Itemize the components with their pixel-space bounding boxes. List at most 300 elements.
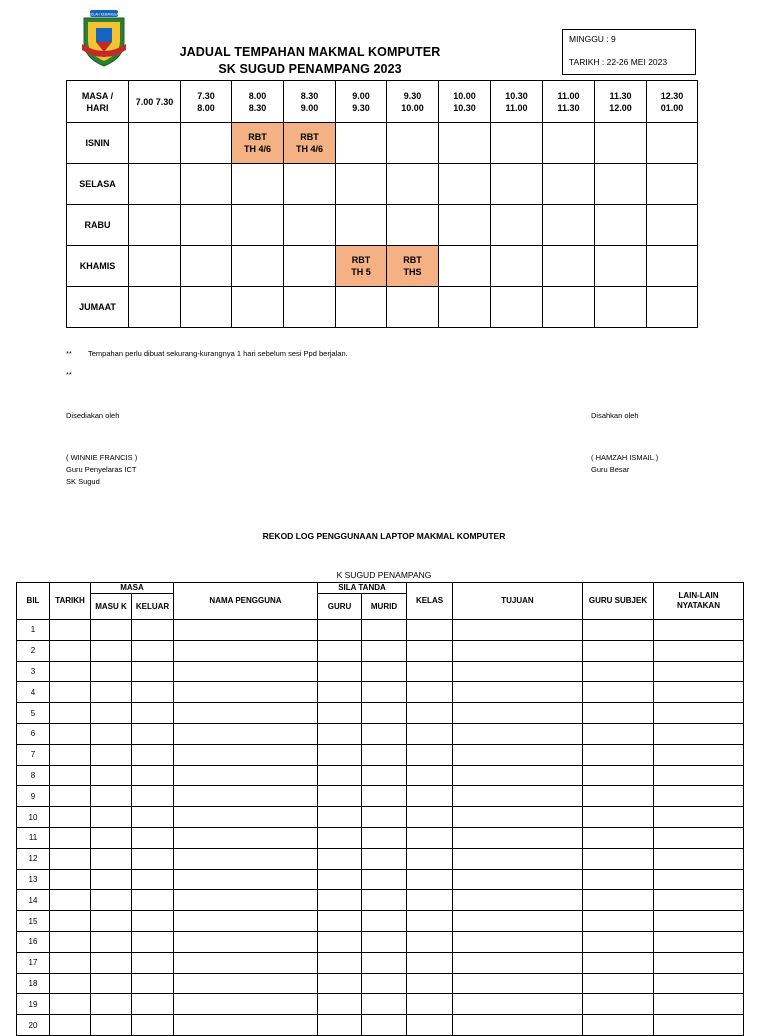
log-cell[interactable] bbox=[91, 869, 132, 890]
log-cell[interactable] bbox=[453, 620, 583, 641]
log-cell[interactable] bbox=[318, 869, 362, 890]
empty-slot[interactable] bbox=[439, 246, 491, 287]
log-cell[interactable] bbox=[50, 911, 91, 932]
empty-slot[interactable] bbox=[284, 287, 336, 328]
log-cell[interactable] bbox=[174, 620, 318, 641]
empty-slot[interactable] bbox=[647, 164, 698, 205]
log-cell[interactable] bbox=[132, 723, 174, 744]
empty-slot[interactable] bbox=[181, 287, 232, 328]
log-cell[interactable] bbox=[318, 744, 362, 765]
log-cell[interactable] bbox=[318, 994, 362, 1015]
empty-slot[interactable] bbox=[181, 246, 232, 287]
log-cell[interactable] bbox=[453, 807, 583, 828]
log-cell[interactable] bbox=[174, 869, 318, 890]
log-cell[interactable] bbox=[583, 661, 654, 682]
empty-note: ** bbox=[66, 370, 72, 379]
log-cell[interactable] bbox=[174, 827, 318, 848]
log-cell[interactable] bbox=[362, 807, 407, 828]
booking-schedule-table bbox=[66, 80, 698, 328]
log-cell[interactable] bbox=[132, 973, 174, 994]
log-cell[interactable] bbox=[407, 723, 453, 744]
empty-slot[interactable] bbox=[647, 246, 698, 287]
log-cell[interactable] bbox=[453, 931, 583, 952]
log-cell[interactable] bbox=[583, 640, 654, 661]
log-cell[interactable] bbox=[407, 869, 453, 890]
log-cell[interactable] bbox=[407, 931, 453, 952]
log-cell[interactable] bbox=[174, 661, 318, 682]
log-cell[interactable] bbox=[132, 661, 174, 682]
log-cell[interactable] bbox=[174, 973, 318, 994]
log-cell[interactable] bbox=[654, 723, 744, 744]
col-tujuan: TUJUAN bbox=[453, 583, 583, 620]
log-cell[interactable] bbox=[91, 848, 132, 869]
log-cell[interactable] bbox=[654, 682, 744, 703]
log-cell[interactable] bbox=[407, 973, 453, 994]
log-cell[interactable] bbox=[91, 661, 132, 682]
log-cell[interactable] bbox=[453, 890, 583, 911]
log-cell[interactable] bbox=[174, 1015, 318, 1036]
empty-slot[interactable] bbox=[543, 246, 595, 287]
log-cell[interactable] bbox=[318, 807, 362, 828]
log-cell[interactable] bbox=[583, 786, 654, 807]
log-cell[interactable] bbox=[132, 890, 174, 911]
log-cell[interactable] bbox=[583, 620, 654, 641]
empty-slot[interactable] bbox=[491, 246, 543, 287]
log-cell[interactable] bbox=[50, 973, 91, 994]
log-cell[interactable] bbox=[583, 723, 654, 744]
log-cell[interactable] bbox=[91, 640, 132, 661]
day-row-isnin bbox=[67, 123, 698, 164]
empty-slot[interactable] bbox=[181, 164, 232, 205]
log-cell[interactable] bbox=[91, 911, 132, 932]
log-cell[interactable] bbox=[407, 620, 453, 641]
empty-slot[interactable] bbox=[387, 287, 439, 328]
log-cell[interactable] bbox=[654, 890, 744, 911]
log-header-row-1 bbox=[17, 583, 744, 594]
log-cell[interactable] bbox=[132, 848, 174, 869]
log-cell[interactable] bbox=[50, 890, 91, 911]
log-cell[interactable] bbox=[362, 786, 407, 807]
log-cell[interactable] bbox=[362, 744, 407, 765]
log-row bbox=[17, 1015, 744, 1036]
log-cell[interactable] bbox=[362, 994, 407, 1015]
empty-slot[interactable] bbox=[439, 205, 491, 246]
log-cell[interactable] bbox=[583, 807, 654, 828]
empty-slot[interactable] bbox=[387, 123, 439, 164]
log-cell[interactable] bbox=[583, 911, 654, 932]
log-cell[interactable] bbox=[362, 890, 407, 911]
log-cell[interactable] bbox=[174, 723, 318, 744]
log-cell[interactable] bbox=[318, 848, 362, 869]
day-row-selasa bbox=[67, 164, 698, 205]
log-cell[interactable] bbox=[318, 703, 362, 724]
log-row bbox=[17, 620, 744, 641]
log-cell[interactable] bbox=[91, 973, 132, 994]
empty-slot[interactable] bbox=[129, 246, 181, 287]
log-cell[interactable] bbox=[318, 620, 362, 641]
log-cell[interactable] bbox=[583, 765, 654, 786]
empty-slot[interactable] bbox=[387, 205, 439, 246]
log-cell[interactable] bbox=[174, 952, 318, 973]
log-cell[interactable] bbox=[654, 703, 744, 724]
log-cell[interactable] bbox=[362, 640, 407, 661]
log-cell[interactable] bbox=[453, 869, 583, 890]
log-cell[interactable] bbox=[362, 1015, 407, 1036]
empty-slot[interactable] bbox=[129, 205, 181, 246]
log-cell[interactable] bbox=[583, 682, 654, 703]
log-cell[interactable] bbox=[453, 765, 583, 786]
log-cell[interactable] bbox=[407, 703, 453, 724]
schedule-header-row bbox=[67, 81, 698, 123]
log-cell[interactable] bbox=[91, 703, 132, 724]
log-cell[interactable] bbox=[407, 661, 453, 682]
log-cell[interactable] bbox=[132, 994, 174, 1015]
log-cell[interactable] bbox=[654, 765, 744, 786]
log-cell[interactable] bbox=[174, 703, 318, 724]
log-cell[interactable] bbox=[362, 620, 407, 641]
log-cell[interactable] bbox=[654, 869, 744, 890]
log-cell[interactable] bbox=[453, 744, 583, 765]
col-tarikh: TARIKH bbox=[50, 583, 91, 620]
empty-slot[interactable] bbox=[491, 287, 543, 328]
log-cell[interactable] bbox=[132, 807, 174, 828]
log-cell[interactable] bbox=[453, 827, 583, 848]
log-row bbox=[17, 890, 744, 911]
log-cell[interactable] bbox=[583, 744, 654, 765]
log-cell[interactable] bbox=[654, 952, 744, 973]
log-cell[interactable] bbox=[318, 765, 362, 786]
empty-slot[interactable] bbox=[439, 164, 491, 205]
log-cell[interactable] bbox=[583, 931, 654, 952]
booking-note-text: Tempahan perlu dibuat sekurang-kurangnya 1 hari sebelum sesi Ppd berjalan. bbox=[88, 349, 348, 358]
log-cell[interactable] bbox=[132, 827, 174, 848]
log-cell[interactable] bbox=[174, 786, 318, 807]
log-cell[interactable] bbox=[453, 973, 583, 994]
empty-slot[interactable] bbox=[491, 205, 543, 246]
log-cell[interactable] bbox=[50, 661, 91, 682]
log-cell[interactable] bbox=[407, 1015, 453, 1036]
col-bil: BIL bbox=[17, 583, 50, 620]
empty-slot[interactable] bbox=[232, 205, 284, 246]
log-row bbox=[17, 723, 744, 744]
empty-slot[interactable] bbox=[284, 205, 336, 246]
log-cell[interactable] bbox=[407, 911, 453, 932]
log-cell[interactable] bbox=[91, 827, 132, 848]
empty-slot[interactable] bbox=[595, 246, 647, 287]
log-cell[interactable] bbox=[50, 682, 91, 703]
log-cell[interactable] bbox=[50, 931, 91, 952]
log-cell[interactable] bbox=[453, 911, 583, 932]
log-cell[interactable] bbox=[362, 911, 407, 932]
log-row bbox=[17, 827, 744, 848]
empty-slot[interactable] bbox=[284, 164, 336, 205]
empty-slot[interactable] bbox=[181, 205, 232, 246]
empty-slot[interactable] bbox=[336, 164, 387, 205]
log-cell[interactable] bbox=[583, 1015, 654, 1036]
log-cell[interactable] bbox=[453, 1015, 583, 1036]
log-cell[interactable] bbox=[174, 744, 318, 765]
log-cell[interactable] bbox=[50, 994, 91, 1015]
approved-by-block bbox=[591, 452, 658, 476]
log-cell[interactable] bbox=[50, 723, 91, 744]
log-cell[interactable] bbox=[50, 640, 91, 661]
log-cell[interactable] bbox=[91, 890, 132, 911]
log-cell[interactable] bbox=[407, 848, 453, 869]
log-cell[interactable] bbox=[50, 827, 91, 848]
log-cell[interactable] bbox=[132, 786, 174, 807]
log-cell[interactable] bbox=[407, 807, 453, 828]
empty-slot[interactable] bbox=[647, 205, 698, 246]
log-cell[interactable] bbox=[174, 640, 318, 661]
log-cell[interactable] bbox=[132, 911, 174, 932]
empty-slot[interactable] bbox=[387, 164, 439, 205]
log-cell[interactable] bbox=[362, 703, 407, 724]
log-cell[interactable] bbox=[453, 640, 583, 661]
log-cell[interactable] bbox=[407, 827, 453, 848]
log-cell[interactable] bbox=[132, 703, 174, 724]
log-cell[interactable] bbox=[583, 703, 654, 724]
log-cell[interactable] bbox=[318, 661, 362, 682]
log-cell[interactable] bbox=[174, 765, 318, 786]
log-cell[interactable] bbox=[50, 1015, 91, 1036]
log-cell[interactable] bbox=[362, 827, 407, 848]
log-cell[interactable] bbox=[91, 1015, 132, 1036]
log-cell[interactable] bbox=[453, 682, 583, 703]
log-cell[interactable] bbox=[91, 807, 132, 828]
log-cell[interactable] bbox=[453, 952, 583, 973]
log-cell[interactable] bbox=[318, 952, 362, 973]
log-cell[interactable] bbox=[453, 723, 583, 744]
empty-slot[interactable] bbox=[129, 164, 181, 205]
log-cell[interactable] bbox=[583, 827, 654, 848]
prepared-by-name: ( WINNIE FRANCIS ) bbox=[66, 453, 138, 462]
log-cell[interactable] bbox=[132, 744, 174, 765]
log-cell[interactable] bbox=[91, 931, 132, 952]
log-cell[interactable] bbox=[50, 848, 91, 869]
log-cell[interactable] bbox=[407, 994, 453, 1015]
log-cell[interactable] bbox=[318, 827, 362, 848]
log-cell[interactable] bbox=[174, 911, 318, 932]
empty-slot[interactable] bbox=[336, 287, 387, 328]
log-cell[interactable] bbox=[91, 723, 132, 744]
log-cell[interactable] bbox=[654, 744, 744, 765]
log-cell[interactable] bbox=[174, 890, 318, 911]
empty-slot[interactable] bbox=[232, 246, 284, 287]
log-cell[interactable] bbox=[453, 994, 583, 1015]
log-cell[interactable] bbox=[654, 661, 744, 682]
col-lain-lain: LAIN-LAIN NYATAKAN bbox=[654, 583, 744, 620]
row-number: 10 bbox=[17, 807, 50, 828]
empty-slot[interactable] bbox=[336, 205, 387, 246]
empty-slot[interactable] bbox=[232, 164, 284, 205]
log-cell[interactable] bbox=[362, 931, 407, 952]
booked-slot[interactable]: RBT TH 4/6 bbox=[284, 123, 336, 164]
log-cell[interactable] bbox=[453, 703, 583, 724]
log-cell[interactable] bbox=[132, 952, 174, 973]
log-cell[interactable] bbox=[362, 869, 407, 890]
log-cell[interactable] bbox=[318, 973, 362, 994]
log-cell[interactable] bbox=[50, 744, 91, 765]
log-cell[interactable] bbox=[91, 744, 132, 765]
log-cell[interactable] bbox=[318, 890, 362, 911]
log-cell[interactable] bbox=[50, 807, 91, 828]
log-cell[interactable] bbox=[318, 682, 362, 703]
log-cell[interactable] bbox=[583, 890, 654, 911]
empty-slot[interactable] bbox=[439, 287, 491, 328]
log-cell[interactable] bbox=[50, 786, 91, 807]
log-cell[interactable] bbox=[318, 786, 362, 807]
log-cell[interactable] bbox=[362, 973, 407, 994]
row-number: 12 bbox=[17, 848, 50, 869]
empty-slot[interactable] bbox=[595, 287, 647, 328]
log-cell[interactable] bbox=[407, 744, 453, 765]
log-cell[interactable] bbox=[654, 620, 744, 641]
empty-slot[interactable] bbox=[595, 164, 647, 205]
log-cell[interactable] bbox=[91, 682, 132, 703]
empty-slot[interactable] bbox=[232, 287, 284, 328]
log-cell[interactable] bbox=[654, 973, 744, 994]
empty-slot[interactable] bbox=[647, 123, 698, 164]
time-slot-header: 10.30 11.00 bbox=[491, 81, 543, 123]
log-cell[interactable] bbox=[362, 765, 407, 786]
col-kelas: KELAS bbox=[407, 583, 453, 620]
log-row bbox=[17, 786, 744, 807]
log-cell[interactable] bbox=[453, 848, 583, 869]
log-cell[interactable] bbox=[91, 952, 132, 973]
log-cell[interactable] bbox=[583, 994, 654, 1015]
empty-slot[interactable] bbox=[491, 164, 543, 205]
log-cell[interactable] bbox=[174, 994, 318, 1015]
log-cell[interactable] bbox=[654, 1015, 744, 1036]
log-cell[interactable] bbox=[654, 931, 744, 952]
booked-slot[interactable]: RBT THS bbox=[387, 246, 439, 287]
log-cell[interactable] bbox=[174, 848, 318, 869]
log-cell[interactable] bbox=[132, 1015, 174, 1036]
log-cell[interactable] bbox=[91, 994, 132, 1015]
empty-slot[interactable] bbox=[543, 164, 595, 205]
empty-slot[interactable] bbox=[284, 246, 336, 287]
school-crest-logo bbox=[78, 8, 130, 68]
log-cell[interactable] bbox=[318, 931, 362, 952]
log-cell[interactable] bbox=[50, 703, 91, 724]
log-cell[interactable] bbox=[654, 640, 744, 661]
row-number: 4 bbox=[17, 682, 50, 703]
log-cell[interactable] bbox=[654, 827, 744, 848]
log-cell[interactable] bbox=[318, 911, 362, 932]
col-masuk: MASU K bbox=[91, 594, 132, 620]
empty-slot[interactable] bbox=[336, 123, 387, 164]
day-label: JUMAAT bbox=[67, 287, 129, 328]
log-cell[interactable] bbox=[132, 931, 174, 952]
row-number: 8 bbox=[17, 765, 50, 786]
log-row bbox=[17, 807, 744, 828]
log-cell[interactable] bbox=[654, 911, 744, 932]
log-cell[interactable] bbox=[132, 682, 174, 703]
log-cell[interactable] bbox=[174, 931, 318, 952]
log-cell[interactable] bbox=[362, 682, 407, 703]
log-cell[interactable] bbox=[583, 952, 654, 973]
time-slot-header: 8.30 9.00 bbox=[284, 81, 336, 123]
row-number: 18 bbox=[17, 973, 50, 994]
log-cell[interactable] bbox=[583, 973, 654, 994]
log-cell[interactable] bbox=[453, 786, 583, 807]
log-cell[interactable] bbox=[654, 786, 744, 807]
log-row bbox=[17, 661, 744, 682]
booking-note: ** Tempahan perlu dibuat sekurang-kurangnya 1 hari sebelum sesi Ppd berjalan. bbox=[66, 349, 348, 358]
log-cell[interactable] bbox=[362, 723, 407, 744]
empty-slot[interactable] bbox=[595, 123, 647, 164]
empty-slot[interactable] bbox=[543, 123, 595, 164]
empty-slot[interactable] bbox=[543, 205, 595, 246]
log-cell[interactable] bbox=[132, 869, 174, 890]
empty-slot[interactable] bbox=[439, 123, 491, 164]
log-cell[interactable] bbox=[50, 765, 91, 786]
log-cell[interactable] bbox=[407, 682, 453, 703]
empty-slot[interactable] bbox=[129, 123, 181, 164]
booked-slot[interactable]: RBT TH 5 bbox=[336, 246, 387, 287]
log-cell[interactable] bbox=[132, 620, 174, 641]
log-cell[interactable] bbox=[407, 786, 453, 807]
log-cell[interactable] bbox=[91, 620, 132, 641]
col-guru: GURU bbox=[318, 594, 362, 620]
row-number: 11 bbox=[17, 827, 50, 848]
log-cell[interactable] bbox=[654, 807, 744, 828]
prepared-by-label: Disediakan oleh bbox=[66, 411, 120, 420]
log-cell[interactable] bbox=[362, 661, 407, 682]
log-cell[interactable] bbox=[174, 807, 318, 828]
empty-slot[interactable] bbox=[491, 123, 543, 164]
time-slot-header: 7.00 7.30 bbox=[129, 81, 181, 123]
week-number: MINGGU : 9 bbox=[569, 34, 616, 44]
log-cell[interactable] bbox=[453, 661, 583, 682]
log-cell[interactable] bbox=[174, 682, 318, 703]
log-cell[interactable] bbox=[50, 620, 91, 641]
log-cell[interactable] bbox=[407, 765, 453, 786]
log-cell[interactable] bbox=[132, 640, 174, 661]
log-cell[interactable] bbox=[50, 952, 91, 973]
log-cell[interactable] bbox=[318, 640, 362, 661]
time-slot-header: 12.30 01.00 bbox=[647, 81, 698, 123]
log-cell[interactable] bbox=[91, 765, 132, 786]
empty-slot[interactable] bbox=[129, 287, 181, 328]
log-cell[interactable] bbox=[91, 786, 132, 807]
log-cell[interactable] bbox=[132, 765, 174, 786]
log-cell[interactable] bbox=[407, 640, 453, 661]
log-cell[interactable] bbox=[654, 994, 744, 1015]
log-cell[interactable] bbox=[407, 952, 453, 973]
empty-slot[interactable] bbox=[543, 287, 595, 328]
logo-lettering: SEKOLAH KEBANGSAAN bbox=[84, 12, 124, 17]
log-cell[interactable] bbox=[50, 869, 91, 890]
log-cell[interactable] bbox=[362, 952, 407, 973]
log-cell[interactable] bbox=[318, 723, 362, 744]
col-sila-tanda: SILA TANDA bbox=[318, 583, 407, 594]
row-number: 20 bbox=[17, 1015, 50, 1036]
empty-slot[interactable] bbox=[595, 205, 647, 246]
log-cell[interactable] bbox=[407, 890, 453, 911]
empty-slot[interactable] bbox=[647, 287, 698, 328]
log-cell[interactable] bbox=[362, 848, 407, 869]
log-cell[interactable] bbox=[583, 848, 654, 869]
approved-by-label: Disahkan oleh bbox=[591, 411, 639, 420]
log-row bbox=[17, 682, 744, 703]
log-cell[interactable] bbox=[654, 848, 744, 869]
log-cell[interactable] bbox=[318, 1015, 362, 1036]
row-number: 16 bbox=[17, 931, 50, 952]
empty-slot[interactable] bbox=[181, 123, 232, 164]
booked-slot[interactable]: RBT TH 4/6 bbox=[232, 123, 284, 164]
log-cell[interactable] bbox=[583, 869, 654, 890]
